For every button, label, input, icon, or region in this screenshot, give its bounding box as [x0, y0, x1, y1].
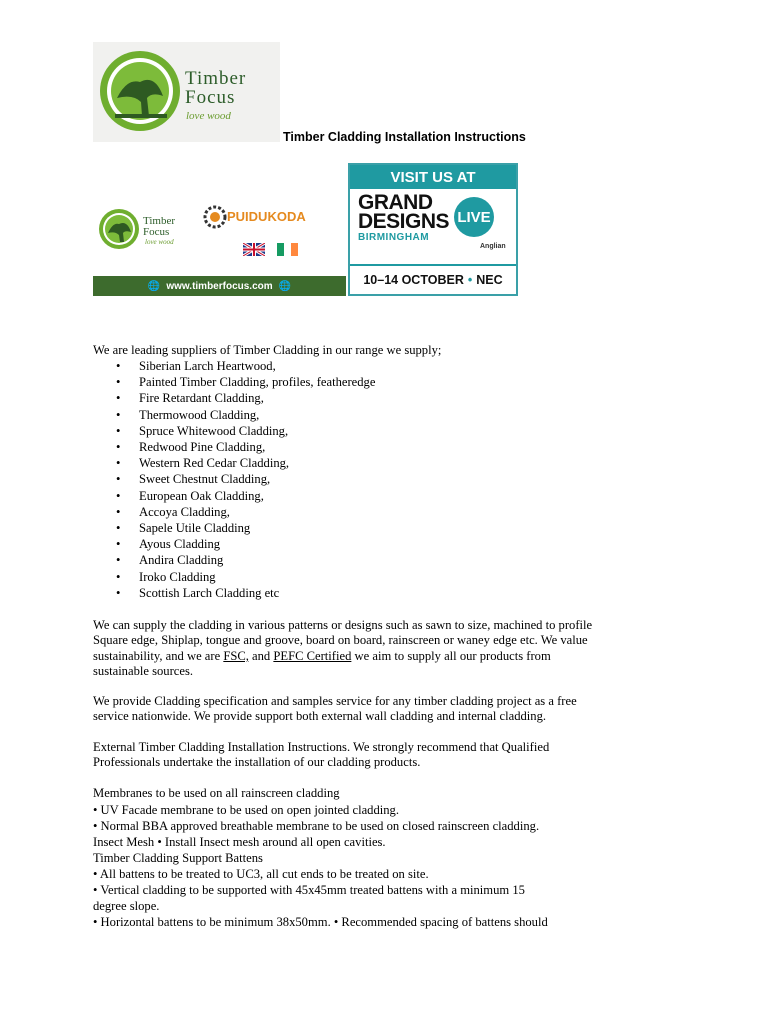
globe-icon: 🌐	[147, 280, 161, 292]
banner-logo-line1: Timber	[143, 215, 175, 227]
globe-icon: 🌐	[278, 280, 292, 292]
banner-left-panel	[93, 163, 346, 296]
para2-line1: We provide Cladding specification and samples service for any timber cladding project as a free	[93, 694, 577, 708]
list-item: • Spruce Whitewood Cladding,	[93, 423, 375, 439]
event-city: BIRMINGHAM	[358, 232, 430, 243]
list-item: • Fire Retardant Cladding,	[93, 390, 375, 406]
list-item: • Sapele Utile Cladding	[93, 520, 375, 536]
section-line: degree slope.	[93, 899, 160, 913]
para3-line1: External Timber Cladding Installation Instructions. We strongly recommend that Qualified	[93, 740, 550, 754]
section-line: • Vertical cladding to be supported with 45x45mm treated battens with a minimum 15	[93, 883, 525, 897]
timber-focus-logo	[93, 42, 280, 142]
list-item: • Accoya Cladding,	[93, 504, 375, 520]
event-name-line1: GRAND	[358, 191, 433, 214]
section-line: • UV Facade membrane to be used on open jointed cladding.	[93, 803, 399, 817]
sponsor-logo: Anglian	[480, 243, 506, 250]
para2-line2: service nationwide. We provide support both external wall cladding and internal cladding.	[93, 709, 547, 723]
ireland-flag-icon	[277, 243, 298, 256]
list-item: • Scottish Larch Cladding etc	[93, 585, 375, 601]
separator-dot-icon: •	[467, 273, 473, 287]
pefc-link[interactable]: PEFC Certified	[273, 649, 352, 663]
event-ad[interactable]	[348, 163, 518, 296]
uk-flag-icon	[243, 243, 265, 256]
partner-logo-text: PUIDUKODA	[227, 209, 306, 224]
para1-line4: sustainable sources.	[93, 664, 194, 678]
para1-line3: sustainability, and we are FSC, and PEFC Certified we aim to supply all our products from	[93, 649, 551, 663]
fsc-link[interactable]: FSC,	[223, 649, 249, 663]
promo-banner[interactable]	[93, 163, 518, 296]
event-dates: 10–14 OCTOBER	[363, 273, 464, 287]
banner-logo-tagline: love wood	[145, 238, 174, 246]
intro-text: We are leading suppliers of Timber Cladding in our range we supply;	[93, 343, 442, 357]
section-line: Membranes to be used on all rainscreen cladding	[93, 786, 340, 800]
para3-line2: Professionals undertake the installation of our cladding products.	[93, 755, 421, 769]
visit-us-strip: VISIT US AT	[350, 165, 516, 189]
product-list	[93, 358, 375, 601]
logo-tagline: love wood	[186, 110, 231, 122]
website-link[interactable]: www.timberfocus.com	[166, 280, 273, 292]
event-venue: NEC	[476, 273, 503, 287]
list-item: • Sweet Chestnut Cladding,	[93, 471, 375, 487]
event-name-line2: DESIGNS	[358, 210, 450, 233]
tree-logo-icon	[97, 48, 183, 134]
tree-logo-small-icon	[97, 207, 141, 251]
section-line: Insect Mesh • Install Insect mesh around all open cavities.	[93, 835, 386, 849]
document-title: Timber Cladding Installation Instructions	[283, 130, 526, 144]
para1-line2: Square edge, Shiplap, tongue and groove, board on board, rainscreen or waney edge etc. We value	[93, 633, 588, 647]
section-line: • Normal BBA approved breathable membrane to be used on closed rainscreen cladding.	[93, 819, 540, 833]
list-item: • Ayous Cladding	[93, 536, 375, 552]
list-item: • Andira Cladding	[93, 552, 375, 568]
section-line: • All battens to be treated to UC3, all cut ends to be treated on site.	[93, 867, 429, 881]
list-item: • Painted Timber Cladding, profiles, featheredge	[93, 374, 375, 390]
live-badge: LIVE	[454, 197, 494, 237]
list-item: • Iroko Cladding	[93, 569, 375, 585]
puidukoda-gear-icon	[203, 205, 227, 229]
website-strip[interactable]	[93, 276, 346, 296]
banner-logo-line2: Focus	[143, 226, 170, 238]
list-item: • Redwood Pine Cladding,	[93, 439, 375, 455]
logo-brand-line2: Focus	[185, 87, 236, 108]
section-line: • Horizontal battens to be minimum 38x50mm. • Recommended spacing of battens should	[93, 915, 548, 929]
list-item: • Siberian Larch Heartwood,	[93, 358, 375, 374]
list-item: • European Oak Cladding,	[93, 488, 375, 504]
para1-line1: We can supply the cladding in various patterns or designs such as sawn to size, machined to profile	[93, 618, 593, 632]
logo-brand-line1: Timber	[185, 68, 247, 89]
list-item: • Thermowood Cladding,	[93, 407, 375, 423]
event-dates-strip	[350, 264, 516, 294]
list-item: • Western Red Cedar Cladding,	[93, 455, 375, 471]
section-line: Timber Cladding Support Battens	[93, 851, 263, 865]
